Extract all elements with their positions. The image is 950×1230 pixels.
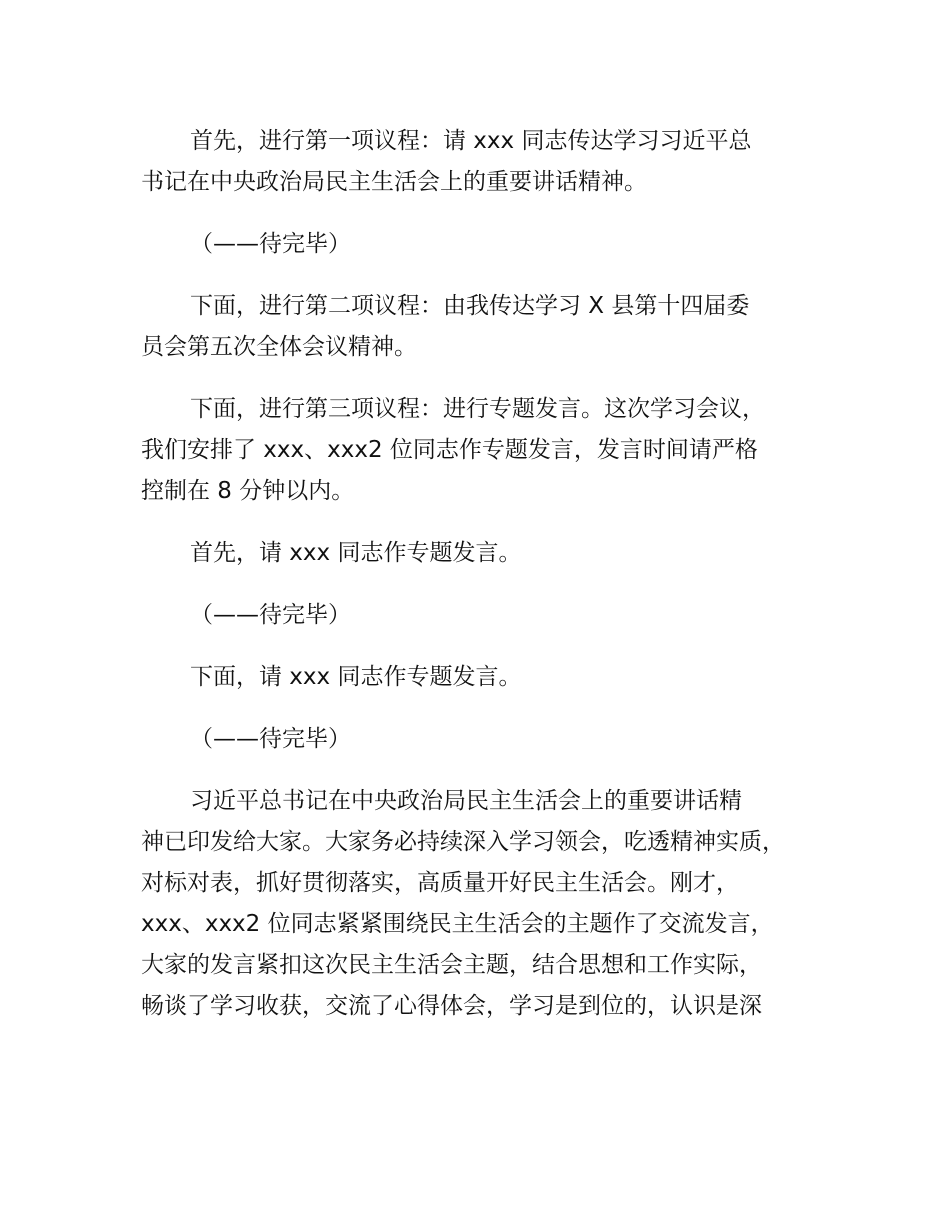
- text-line: 畅谈了学习收获，交流了心得体会，学习是到位的，认识是深: [141, 993, 762, 1019]
- paragraph-second-speaker: [141, 657, 841, 698]
- text-line: 我们安排了 xxx、xxx2 位同志作专题发言，发言时间请严格: [141, 437, 758, 463]
- text-line: 首先，请 xxx 同志作专题发言。: [190, 540, 522, 566]
- document-body: [141, 121, 841, 1048]
- text-line: xxx、xxx2 位同志紧紧围绕民主生活会的主题作了交流发言，: [141, 911, 774, 937]
- text-line: 控制在 8 分钟以内。: [141, 478, 355, 504]
- text-line: 对标对表，抓好贯彻落实，高质量开好民主生活会。刚才，: [141, 870, 739, 896]
- paragraph-pending-note: [141, 224, 841, 265]
- text-line: 首先，进行第一项议程：请 xxx 同志传达学习习近平总: [190, 128, 752, 154]
- text-line: 下面，请 xxx 同志作专题发言。: [190, 664, 522, 690]
- text-line: （——待完毕）: [190, 231, 351, 257]
- text-line: 下面，进行第三项议程：进行专题发言。这次学习会议，: [190, 396, 765, 422]
- text-line: （——待完毕）: [190, 726, 351, 752]
- text-line: 下面，进行第二项议程：由我传达学习 X 县第十四届委: [190, 293, 750, 319]
- paragraph-pending-note: [141, 595, 841, 636]
- text-line: 习近平总书记在中央政治局民主生活会上的重要讲话精: [190, 788, 742, 814]
- paragraph-pending-note: [141, 719, 841, 760]
- paragraph-agenda-item-1: [141, 121, 841, 203]
- paragraph-agenda-item-2: [141, 286, 841, 368]
- paragraph-agenda-item-3: [141, 389, 841, 512]
- text-line: 神已印发给大家。大家务必持续深入学习领会，吃透精神实质，: [141, 829, 785, 855]
- paragraph-summary: [141, 781, 841, 1027]
- text-line: （——待完毕）: [190, 602, 351, 628]
- text-line: 书记在中央政治局民主生活会上的重要讲话精神。: [141, 169, 647, 195]
- text-line: 员会第五次全体会议精神。: [141, 334, 417, 360]
- text-line: 大家的发言紧扣这次民主生活会主题，结合思想和工作实际，: [141, 952, 762, 978]
- paragraph-first-speaker: [141, 533, 841, 574]
